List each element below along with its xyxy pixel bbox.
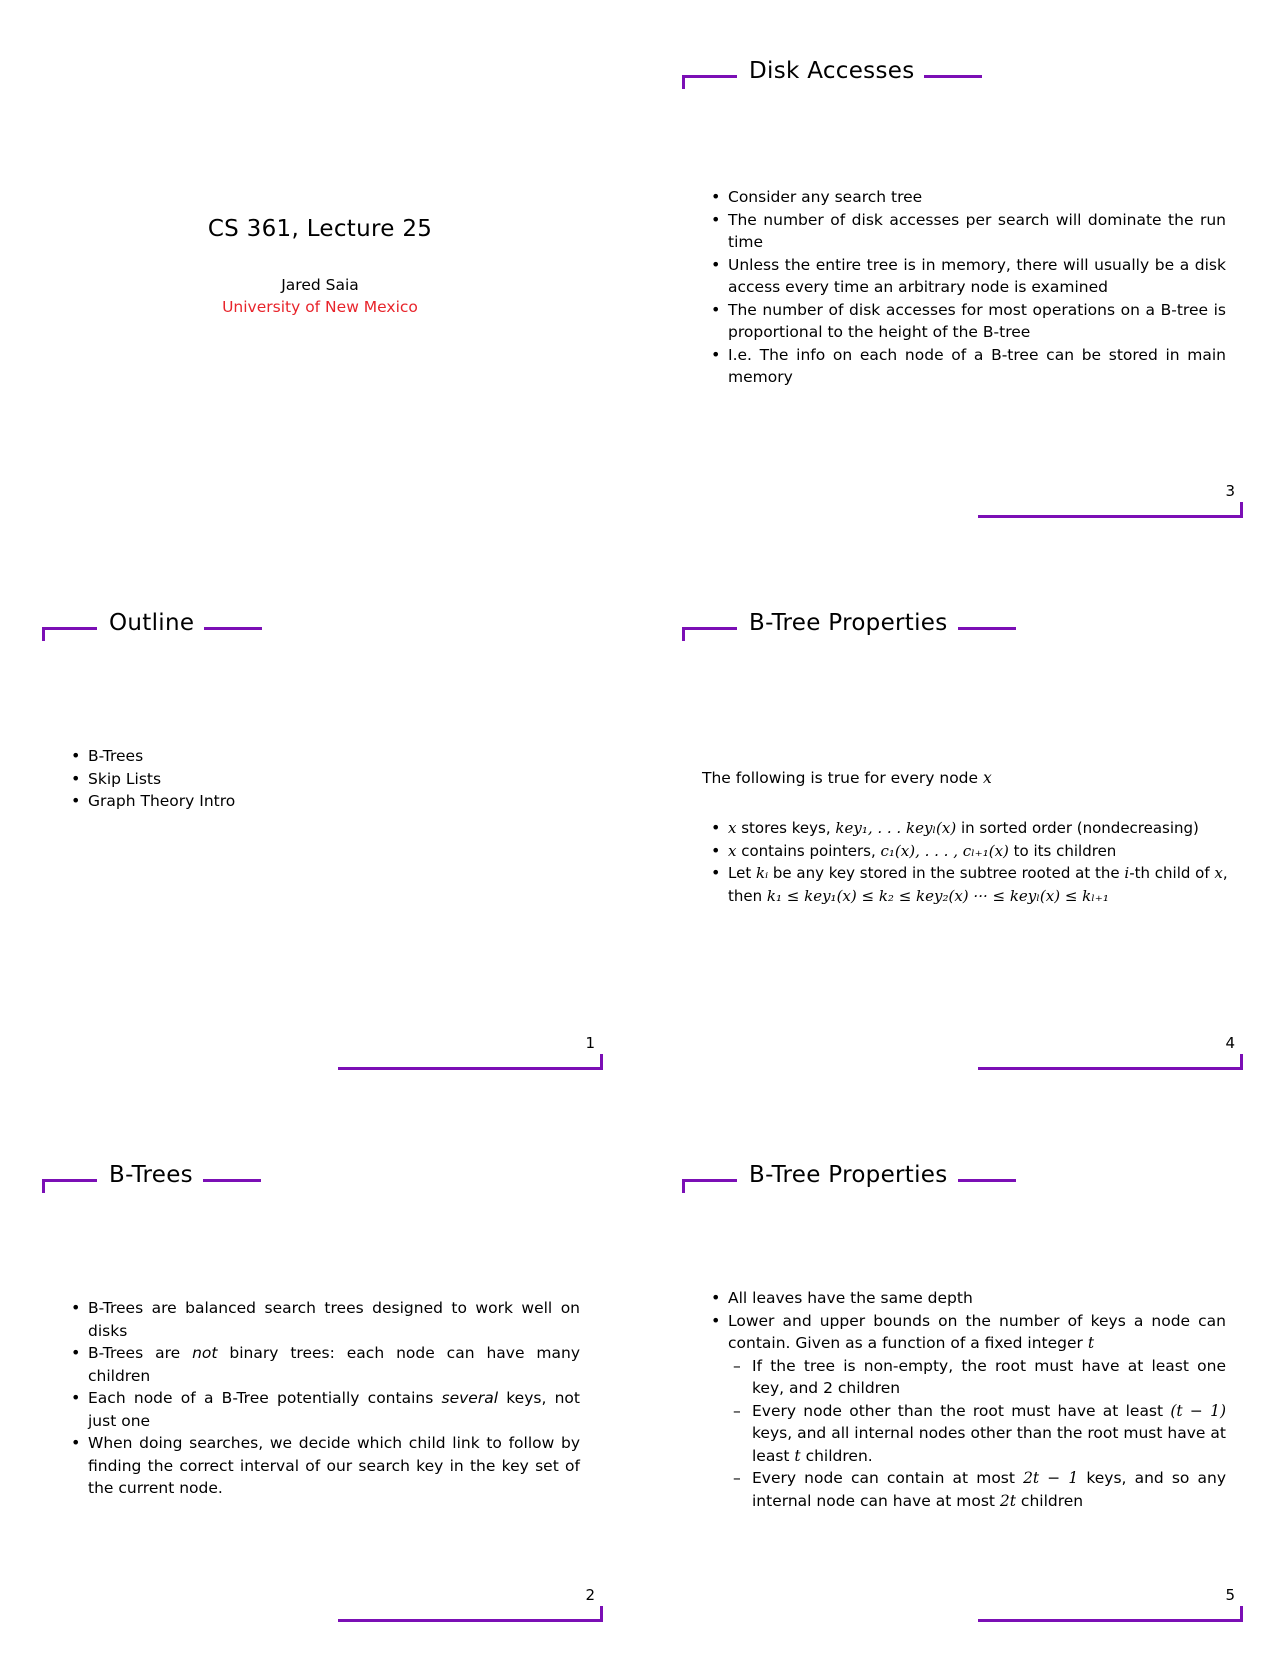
math-var: x bbox=[1214, 864, 1223, 882]
list-item bbox=[66, 1387, 580, 1432]
list-item: • Unless the entire tree is in memory, there will usually be a disk access every time an arbitrary node is examined bbox=[706, 254, 1226, 299]
list-item bbox=[706, 1310, 1226, 1513]
math-var: kᵢ bbox=[755, 864, 769, 882]
list-item bbox=[706, 862, 1230, 907]
title-slide bbox=[20, 20, 625, 540]
outline-slide bbox=[20, 572, 625, 1092]
item-text: Lower and upper bounds on the number of keys a node can contain. Given as a function of a fixed integer bbox=[728, 1311, 1226, 1352]
heading-corner-decoration bbox=[682, 75, 737, 89]
disk-list bbox=[706, 186, 1226, 389]
item-text: binary trees: each node can have many children bbox=[88, 1344, 580, 1385]
slide-heading bbox=[42, 606, 262, 646]
item-text: Every node can contain at most bbox=[752, 1469, 1024, 1487]
math-expression: key₁, . . . keyₗ(x) bbox=[835, 819, 957, 837]
properties-list bbox=[706, 817, 1230, 907]
list-item bbox=[706, 840, 1230, 863]
item-text: children. bbox=[800, 1446, 873, 1465]
list-item: • B-Trees bbox=[66, 745, 586, 768]
properties-list bbox=[706, 1287, 1226, 1512]
heading-text: B-Trees bbox=[109, 1162, 193, 1188]
heading-corner-decoration bbox=[42, 1179, 97, 1193]
math-expression: (t − 1) bbox=[1170, 1401, 1226, 1420]
university-name: University of New Mexico bbox=[222, 298, 418, 316]
item-text: , then bbox=[728, 864, 1228, 905]
math-expression: c₁(x), . . . , cₗ₊₁(x) bbox=[880, 841, 1009, 860]
item-text: children bbox=[1016, 1491, 1084, 1510]
outline-list bbox=[66, 745, 586, 813]
intro-text bbox=[702, 769, 992, 787]
list-item: • Consider any search tree bbox=[706, 186, 1226, 209]
list-item: • The number of disk accesses for most operations on a B-tree is proportional to the height of the B-tree bbox=[706, 299, 1226, 344]
math-expression: 2t bbox=[999, 1491, 1016, 1510]
slide-heading bbox=[42, 1158, 261, 1198]
item-text: -th child of bbox=[1129, 864, 1215, 882]
item-text: If the tree is non-empty, the root must have at least one key, and 2 children bbox=[752, 1356, 1226, 1397]
footer-decoration bbox=[978, 1054, 1243, 1070]
footer-decoration bbox=[978, 1606, 1243, 1622]
item-text: B-Trees are bbox=[88, 1344, 193, 1362]
footer-decoration bbox=[338, 1606, 603, 1622]
heading-trail-decoration bbox=[958, 627, 1016, 630]
heading-trail-decoration bbox=[924, 75, 982, 78]
lecture-title: CS 361, Lecture 25 bbox=[207, 216, 433, 242]
slide-heading bbox=[682, 54, 982, 94]
list-item bbox=[706, 1287, 1226, 1310]
list-item bbox=[66, 1432, 580, 1500]
list-item bbox=[66, 1297, 580, 1342]
heading-corner-decoration bbox=[682, 627, 737, 641]
list-item bbox=[706, 817, 1230, 840]
item-text: All leaves have the same depth bbox=[728, 1289, 973, 1307]
list-item: • I.e. The info on each node of a B-tree can be stored in main memory bbox=[706, 344, 1226, 389]
emphasis-text: not bbox=[192, 1344, 218, 1362]
heading-trail-decoration bbox=[203, 1179, 261, 1182]
page-number: 4 bbox=[1225, 1034, 1235, 1052]
btrees-list bbox=[66, 1297, 580, 1500]
item-text: be any key stored in the subtree rooted at the bbox=[768, 864, 1125, 882]
math-var: x bbox=[982, 769, 992, 787]
heading-text: Disk Accesses bbox=[749, 58, 915, 84]
sub-list-item bbox=[728, 1467, 1226, 1512]
heading-text: Outline bbox=[109, 610, 195, 636]
math-expression: k₁ ≤ key₁(x) ≤ k₂ ≤ key₂(x) ··· ≤ keyₗ(x) ≤ kₗ₊₁ bbox=[766, 886, 1109, 905]
sub-list-item bbox=[728, 1400, 1226, 1468]
sub-list bbox=[728, 1355, 1226, 1513]
intro-sentence: The following is true for every node bbox=[702, 769, 983, 787]
page-number: 2 bbox=[585, 1586, 595, 1604]
btree-properties-slide-2 bbox=[660, 1124, 1265, 1644]
heading-text: B-Tree Properties bbox=[749, 1162, 948, 1188]
item-text: Every node other than the root must have at least bbox=[752, 1401, 1171, 1420]
page-number: 3 bbox=[1225, 482, 1235, 500]
math-var: i bbox=[1124, 864, 1130, 882]
math-var: x bbox=[728, 819, 737, 837]
heading-trail-decoration bbox=[204, 627, 262, 630]
math-var: t bbox=[1087, 1334, 1095, 1352]
emphasis-text: several bbox=[441, 1389, 499, 1407]
item-text: stores keys, bbox=[736, 819, 836, 837]
item-text: When doing searches, we decide which child link to follow by finding the correct interval of our search key in the key set of the current node. bbox=[88, 1434, 580, 1497]
heading-trail-decoration bbox=[958, 1179, 1016, 1182]
page-number: 5 bbox=[1225, 1586, 1235, 1604]
page-number: 1 bbox=[585, 1034, 595, 1052]
disk-accesses-slide bbox=[660, 20, 1265, 540]
item-text: keys, and so any internal node can have at most bbox=[752, 1469, 1226, 1510]
math-expression: 2t − 1 bbox=[1023, 1469, 1079, 1487]
item-text: keys, and all internal nodes other than the root must have at least bbox=[752, 1424, 1226, 1465]
list-item bbox=[66, 1342, 580, 1387]
author-name: Jared Saia bbox=[281, 276, 359, 294]
footer-decoration bbox=[978, 502, 1243, 518]
item-text: to its children bbox=[1008, 841, 1117, 860]
list-item: • Graph Theory Intro bbox=[66, 790, 586, 813]
heading-corner-decoration bbox=[682, 1179, 737, 1193]
item-text: keys, not just one bbox=[88, 1389, 580, 1430]
slide-heading bbox=[682, 1158, 1016, 1198]
btrees-slide bbox=[20, 1124, 625, 1644]
heading-text: B-Tree Properties bbox=[749, 610, 948, 636]
heading-corner-decoration bbox=[42, 627, 97, 641]
item-text: contains pointers, bbox=[736, 841, 881, 860]
sub-list-item bbox=[728, 1355, 1226, 1400]
list-item: • The number of disk accesses per search will dominate the run time bbox=[706, 209, 1226, 254]
math-var: t bbox=[794, 1446, 801, 1465]
item-text: Let bbox=[728, 864, 756, 882]
math-var: x bbox=[728, 841, 737, 860]
list-item: • Skip Lists bbox=[66, 768, 586, 791]
btree-properties-slide-1 bbox=[660, 572, 1265, 1092]
item-text: B-Trees are balanced search trees designed to work well on disks bbox=[88, 1299, 580, 1340]
slide-heading bbox=[682, 606, 1016, 646]
footer-decoration bbox=[338, 1054, 603, 1070]
item-text: in sorted order (nondecreasing) bbox=[956, 819, 1199, 837]
item-text: Each node of a B-Tree potentially contains bbox=[88, 1389, 442, 1407]
